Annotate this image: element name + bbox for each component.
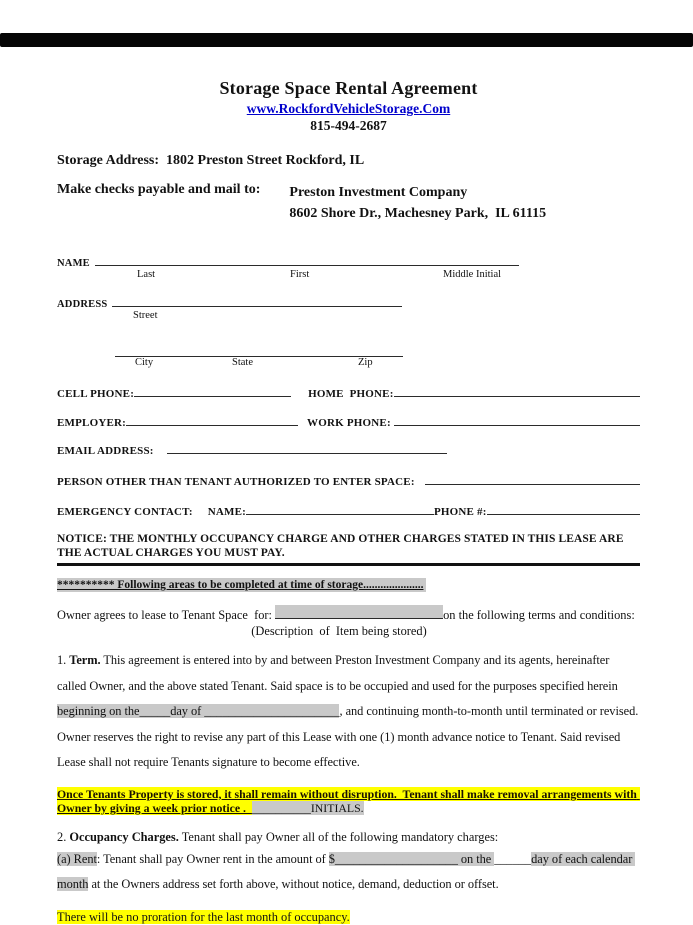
lease-prefix: Owner agrees to lease to Tenant Space for: (57, 608, 276, 622)
term-heading: Term. (69, 653, 101, 667)
cell-home-phone-row (57, 383, 640, 400)
emergency-phone-label: PHONE #: (433, 506, 487, 518)
storage-address-label: Storage Address: (57, 153, 167, 168)
occupancy-heading: Occupancy Charges. (69, 829, 179, 844)
removal-highlighted-text: Once Tenants Property is stored, it shall remain without disruption. Tenant shall make removal arrangements with Owner by giving a week prior notice . (57, 786, 640, 815)
city-sublabel: City (135, 357, 154, 368)
checks-payable-label: Make checks payable and mail to: (57, 182, 261, 197)
payee-name: Preston Investment Company (289, 185, 468, 200)
section-divider-rule (57, 563, 640, 566)
work-phone-label: WORK PHONE: (307, 417, 394, 429)
email-row (57, 440, 640, 457)
emergency-name-label: NAME: (207, 506, 246, 518)
emergency-contact-label: EMERGENCY CONTACT: (57, 506, 193, 518)
item-description-blank (275, 605, 443, 619)
website-line (57, 101, 640, 117)
rent-label: (a) Rent (57, 851, 97, 866)
home-phone-blank (394, 383, 640, 397)
lease-description-row (57, 605, 640, 623)
rent-day-highlight: day of each calendar month (57, 851, 636, 891)
description-caption: (Description of Item being stored) (251, 624, 427, 638)
city-state-zip-row (57, 343, 640, 357)
website-link[interactable]: www.RockfordVehicleStorage.Com (246, 101, 451, 116)
payee-block (289, 182, 546, 224)
rent-paragraph (57, 847, 640, 898)
agreement-document (57, 0, 640, 925)
proration-highlighted-text: There will be no proration for the last month of occupancy. (57, 909, 350, 924)
page-title: Storage Space Rental Agreement (219, 78, 478, 98)
name-label: NAME (57, 258, 90, 269)
name-blank (95, 252, 519, 266)
street-sublabel: Street (133, 310, 158, 321)
address-label: ADDRESS (57, 299, 108, 310)
term-body-1: This agreement is entered into by and between Preston Investment Company and its agents, hereinafter called Owner, and the above stated Tenant. Said space is to be occupied and used for the purposes specified herein (57, 653, 621, 693)
rent-body-1: : Tenant shall pay Owner rent in the amount of (96, 851, 329, 866)
cell-phone-label: CELL PHONE: (57, 388, 135, 400)
term-number: 1. (57, 653, 70, 667)
phone-number: 815-494-2687 (310, 118, 387, 133)
lease-suffix: on the following terms and conditions: (443, 608, 635, 622)
initials-blank: __________INITIALS. (251, 801, 364, 815)
authorized-person-blank (425, 471, 640, 485)
emergency-phone-blank (487, 501, 640, 515)
home-phone-label: HOME PHONE: (308, 388, 394, 400)
occupancy-body: Tenant shall pay Owner all of the following mandatory charges: (178, 829, 499, 844)
city-state-zip-sublabels (57, 357, 640, 372)
name-middle-sublabel: Middle Initial (443, 269, 502, 280)
work-phone-blank (394, 412, 640, 426)
name-last-sublabel: Last (137, 269, 156, 280)
completion-heading: ********** Following areas to be completed at time of storage..................... (57, 579, 640, 591)
email-blank (167, 440, 447, 454)
state-sublabel: State (232, 357, 253, 368)
employer-work-phone-row (57, 412, 640, 429)
name-sublabels-row (57, 269, 640, 284)
storage-address-row (57, 151, 640, 169)
removal-notice-block (57, 787, 640, 816)
employer-blank (126, 412, 298, 426)
payment-instructions-row (57, 182, 640, 224)
emergency-name-blank (246, 501, 434, 515)
term-body-2: , and continuing month-to-month until terminated or revised. Owner reserves the right to revise any part of this Lease with one (1) month advance notice to Tenant. Said revised Lease shall not require Tenants signature to become effective. (57, 704, 642, 769)
name-first-sublabel: First (290, 269, 310, 280)
authorized-person-row (57, 471, 640, 488)
name-row (57, 252, 640, 269)
rent-amount-blank: $____________________ on the (328, 851, 495, 866)
rent-body-2: at the Owners address set forth above, without notice, demand, deduction or offset. (88, 877, 499, 891)
address-blank (112, 293, 402, 307)
rent-day-blank: ______ (494, 851, 532, 866)
notice-text: NOTICE: THE MONTHLY OCCUPANCY CHARGE AND OTHER CHARGES STATED IN THIS LEASE ARE THE ACTUAL CHARGES YOU MUST PAY. (57, 533, 624, 559)
street-sublabel-row (57, 310, 640, 325)
term-paragraph (57, 648, 640, 776)
emergency-contact-row (57, 501, 640, 518)
proration-line (57, 910, 640, 925)
cell-phone-blank (134, 383, 291, 397)
employer-label: EMPLOYER: (57, 417, 127, 429)
storage-address-value: 1802 Preston Street Rockford, IL (166, 153, 365, 168)
term-date-blank: beginning on the_____day of ______________________ (57, 704, 340, 718)
email-label: EMAIL ADDRESS: (57, 445, 154, 457)
occupancy-heading-row (57, 830, 640, 845)
zip-sublabel: Zip (358, 357, 373, 368)
address-row (57, 293, 640, 310)
occupancy-number: 2. (57, 829, 70, 844)
payee-address: 8602 Shore Dr., Machesney Park, IL 61115 (289, 206, 547, 221)
authorized-person-label: PERSON OTHER THAN TENANT AUTHORIZED TO ENTER SPACE: (57, 476, 415, 488)
city-state-zip-blank (115, 343, 403, 357)
